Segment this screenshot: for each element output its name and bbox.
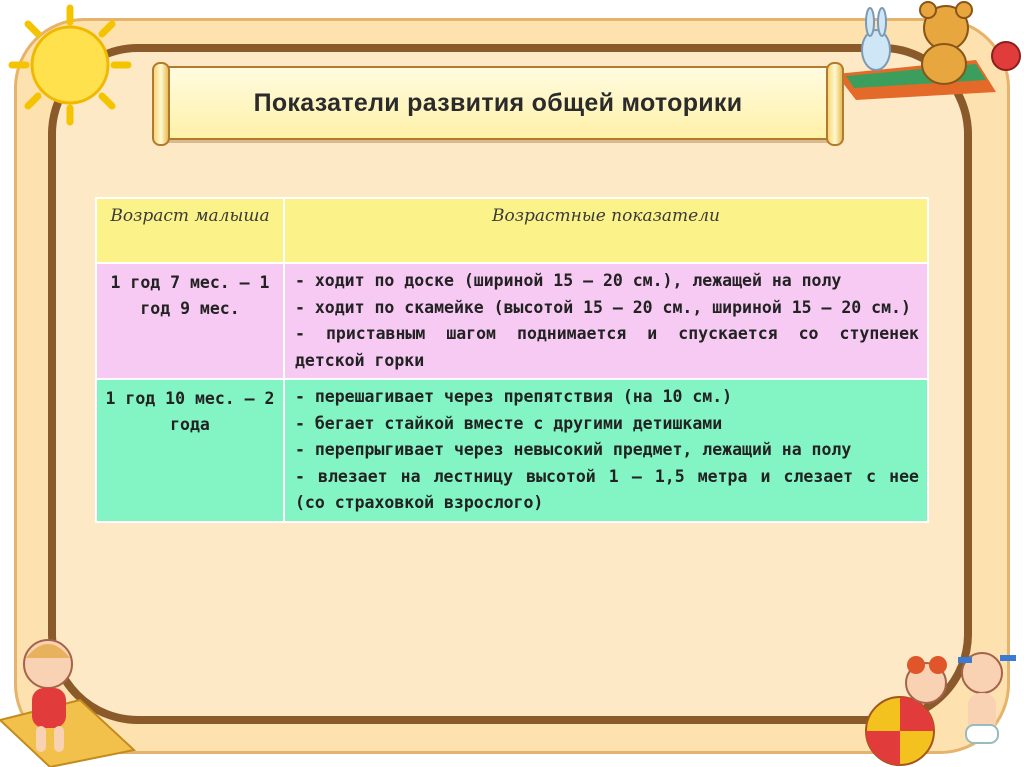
toys-icon: [836, 0, 1024, 100]
indicators-cell: [284, 379, 928, 522]
indicator-item: - ходит по скамейке (высотой 15 – 20 см., шириной 15 – 20 см.): [295, 297, 911, 317]
page-title: Показатели развития общей моторики: [253, 88, 743, 117]
table-header-row: [96, 198, 928, 263]
motor-skills-table: [95, 197, 929, 523]
sun-icon: [0, 0, 140, 130]
age-cell: 1 год 10 мес. – 2 года: [96, 379, 284, 522]
indicator-item: - бегает стайкой вместе с другими детишками: [295, 413, 723, 433]
indicator-item: - приставным шагом поднимается и спускается со ступенек детской горки: [295, 324, 919, 370]
indicator-item: - перепрыгивает через невысокий предмет, лежащий на полу: [295, 440, 852, 459]
header-indicators: Возрастные показатели: [284, 198, 928, 263]
indicators-cell: [284, 263, 928, 379]
table-row: [96, 379, 928, 522]
header-age: Возраст малыша: [96, 198, 284, 263]
table-row: [96, 263, 928, 379]
age-cell: 1 год 7 мес. – 1 год 9 мес.: [96, 263, 284, 379]
kids-with-ball-icon: [850, 645, 1024, 767]
child-on-towel-icon: [0, 630, 140, 767]
indicator-item: - влезает на лестницу высотой 1 – 1,5 метра и слезает с нее (со страховкой взрослого): [295, 466, 919, 512]
title-scroll: [160, 66, 836, 140]
indicator-item: - перешагивает через препятствия (на 10 см.): [295, 387, 733, 406]
indicator-item: - ходит по доске (шириной 15 – 20 см.), лежащей на полу: [295, 271, 842, 290]
